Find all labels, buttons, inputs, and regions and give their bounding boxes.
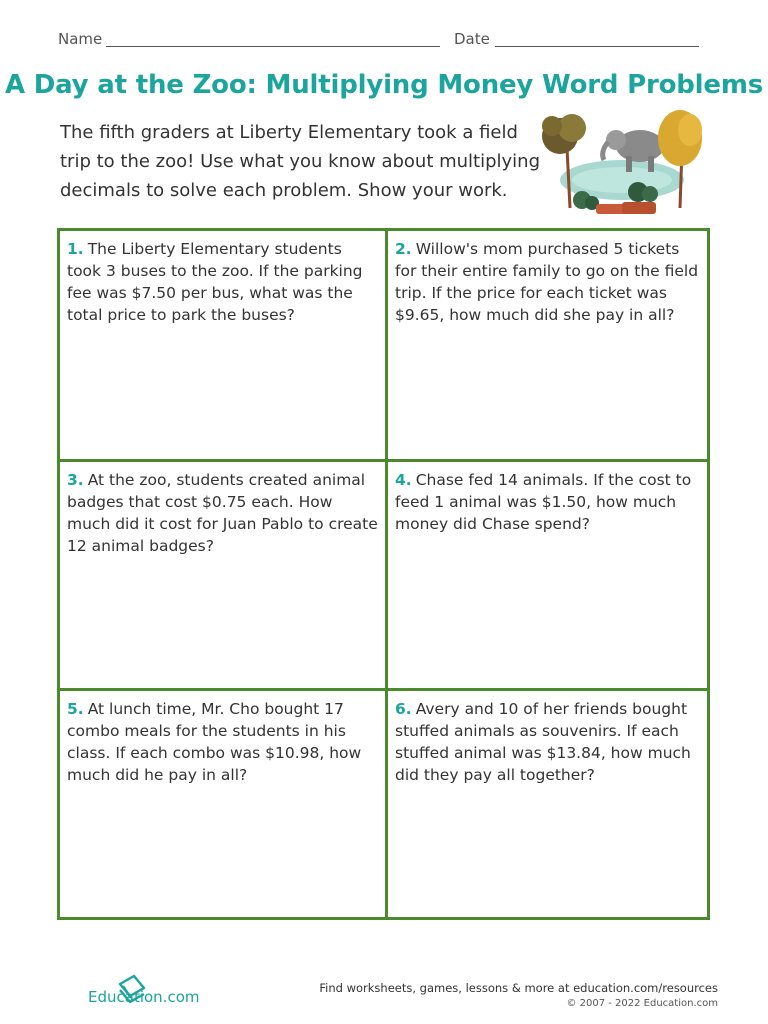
date-label: Date: [454, 30, 490, 48]
problem-5-cell[interactable]: [60, 691, 385, 917]
intro-paragraph: The fifth graders at Liberty Elementary took a field trip to the zoo! Use what you know about multiplying decimals to solve each problem. Show your work.: [60, 122, 541, 201]
problem-6-cell[interactable]: [388, 691, 710, 917]
problem-number: 4.: [395, 471, 412, 489]
problem-text: At lunch time, Mr. Cho bought 17 combo meals for the students in his class. If each combo was $10.98, how much did he pay in all?: [67, 700, 362, 784]
name-field[interactable]: [106, 46, 440, 47]
problem-4-cell[interactable]: [388, 462, 710, 688]
problem-text: Willow's mom purchased 5 tickets for their entire family to go on the field trip. If the price for each ticket was $9.65, how much did she pay in all?: [395, 240, 699, 324]
problem-number: 3.: [67, 471, 84, 489]
name-date-line: [58, 30, 708, 52]
footer-info: [319, 980, 718, 1012]
date-field[interactable]: [495, 46, 699, 47]
copyright-text: © 2007 - 2022 Education.com: [566, 998, 718, 1009]
problem-number: 5.: [67, 700, 84, 718]
problem-text: Avery and 10 of her friends bought stuffed animals as souvenirs. If each stuffed animal was $13.84, how much did they pay all together?: [395, 700, 691, 784]
page-title: A Day at the Zoo: Multiplying Money Word Problems: [4, 70, 763, 100]
problem-text: Chase fed 14 animals. If the cost to feed 1 animal was $1.50, how much money did Chase spend?: [395, 471, 692, 533]
problem-text: The Liberty Elementary students took 3 buses to the zoo. If the parking fee was $7.50 per bus, what was the total price to park the buses?: [67, 240, 363, 324]
problem-grid: [57, 228, 710, 920]
name-label: Name: [58, 30, 103, 48]
education-logo-text[interactable]: Education.com: [88, 988, 200, 1006]
problem-number: 2.: [395, 240, 412, 258]
problem-number: 1.: [67, 240, 84, 258]
problem-text: At the zoo, students created animal badges that cost $0.75 each. How much did it cost for Juan Pablo to create 12 animal badges?: [67, 471, 378, 555]
problem-1-cell[interactable]: [60, 231, 385, 459]
resources-link[interactable]: Find worksheets, games, lessons & more at education.com/resources: [319, 981, 718, 995]
problem-3-cell[interactable]: [60, 462, 385, 688]
problem-2-cell[interactable]: [388, 231, 710, 459]
problem-number: 6.: [395, 700, 412, 718]
zoo-illustration: [530, 108, 710, 218]
